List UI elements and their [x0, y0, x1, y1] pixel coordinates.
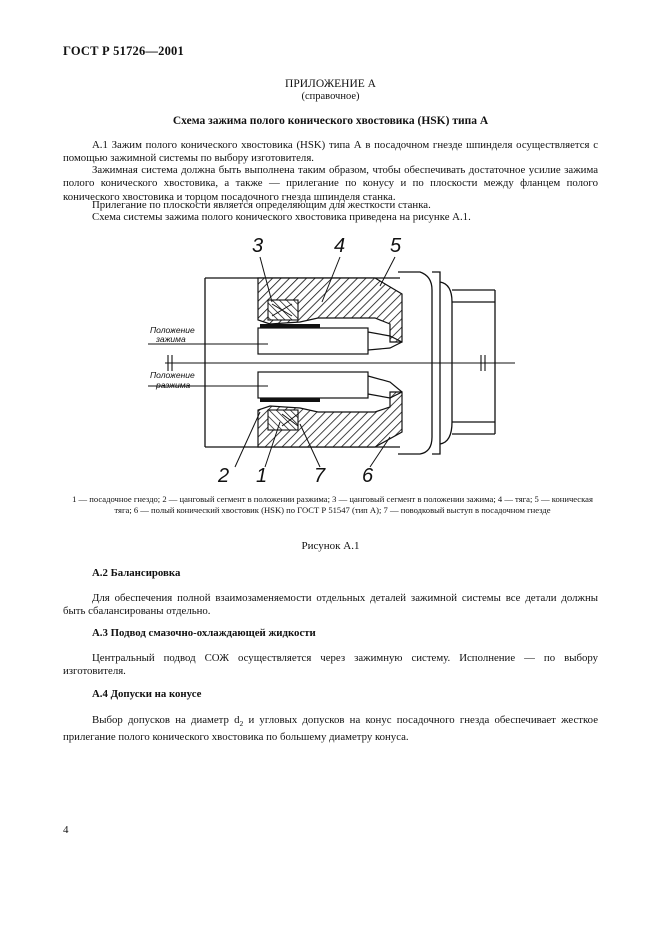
label-3: 3	[252, 235, 264, 257]
appendix-title: ПРИЛОЖЕНИЕ А	[285, 78, 376, 90]
label-6: 6	[362, 465, 374, 487]
clamp-position-label-2: зажима	[156, 334, 186, 344]
paragraph-flat-contact: Прилегание по плоскости является определяющим для жесткости станка.	[92, 199, 431, 211]
paragraph-clamping-system: Зажимная система должна быть выполнена таким образом, чтобы обеспечивать достаточное усилие зажима полого конического хвостовика, а также — прилегание по конусу и по плоскости между фланцем полого конического хвостовика и торцом посадочного гнезда шпинделя станка.	[63, 164, 598, 203]
section-a3-text: Центральный подвод СОЖ осуществляется через зажимную систему. Исполнение — по выбору изготовителя.	[63, 652, 598, 678]
section-a2-title: А.2 Балансировка	[92, 567, 181, 579]
figure-legend: 1 — посадочное гнездо; 2 — цанговый сегмент в положении разжима; 3 — цанговый сегмент в положении зажима; 4 — тяга; 5 — коническая тяга; 6 — полый конический хвостовик (HSK) по ГОСТ Р 51547 (тип А); 7 — поводковый выступ в посадочном гнезде	[72, 494, 593, 515]
collet-segment-clamped	[268, 300, 298, 320]
a4-text-end: и угловых допусков на конус посадочного гнезда обеспечивает жесткое прилегание полого конического хвостовика по большему диаметру конуса.	[63, 714, 598, 743]
release-position-label-1: Положение	[150, 370, 195, 380]
paragraph-a1: А.1 Зажим полого конического хвостовика (HSK) типа А в посадочном гнезде шпинделя осуществляется с помощью зажимной системы по выбору изготовителя.	[63, 139, 598, 165]
label-5: 5	[390, 235, 402, 257]
section-a4-title: А.4 Допуски на конусе	[92, 688, 202, 700]
paragraph-figure-ref: Схема системы зажима полого конического хвостовика приведена на рисунке А.1.	[92, 211, 471, 223]
appendix-subtitle: (справочное)	[301, 91, 360, 102]
section-a4-text	[63, 714, 598, 744]
document-code: ГОСТ Р 51726—2001	[63, 44, 184, 58]
appendix-heading: Схема зажима полого конического хвостовика (HSK) типа А	[172, 115, 489, 127]
page-number: 4	[63, 824, 69, 836]
label-2: 2	[218, 465, 230, 487]
figure-caption: Рисунок А.1	[301, 540, 360, 552]
section-a2-text: Для обеспечения полной взаимозаменяемости отдельных деталей зажимной системы все детали должны быть сбалансированы отдельно.	[63, 592, 598, 618]
clamping-scheme-drawing	[140, 232, 525, 487]
collet-segment-released	[268, 410, 298, 430]
a4-text-start: Выбор допусков на диаметр d	[92, 714, 240, 726]
label-4: 4	[334, 235, 346, 257]
release-position-label-2: разжима	[156, 380, 191, 390]
label-7: 7	[314, 465, 326, 487]
a4-subscript: 2	[239, 719, 244, 729]
clamp-position-label-1: Положение	[150, 325, 195, 335]
section-a3-title: А.3 Подвод смазочно-охлаждающей жидкости	[92, 627, 316, 639]
label-1: 1	[256, 465, 268, 487]
